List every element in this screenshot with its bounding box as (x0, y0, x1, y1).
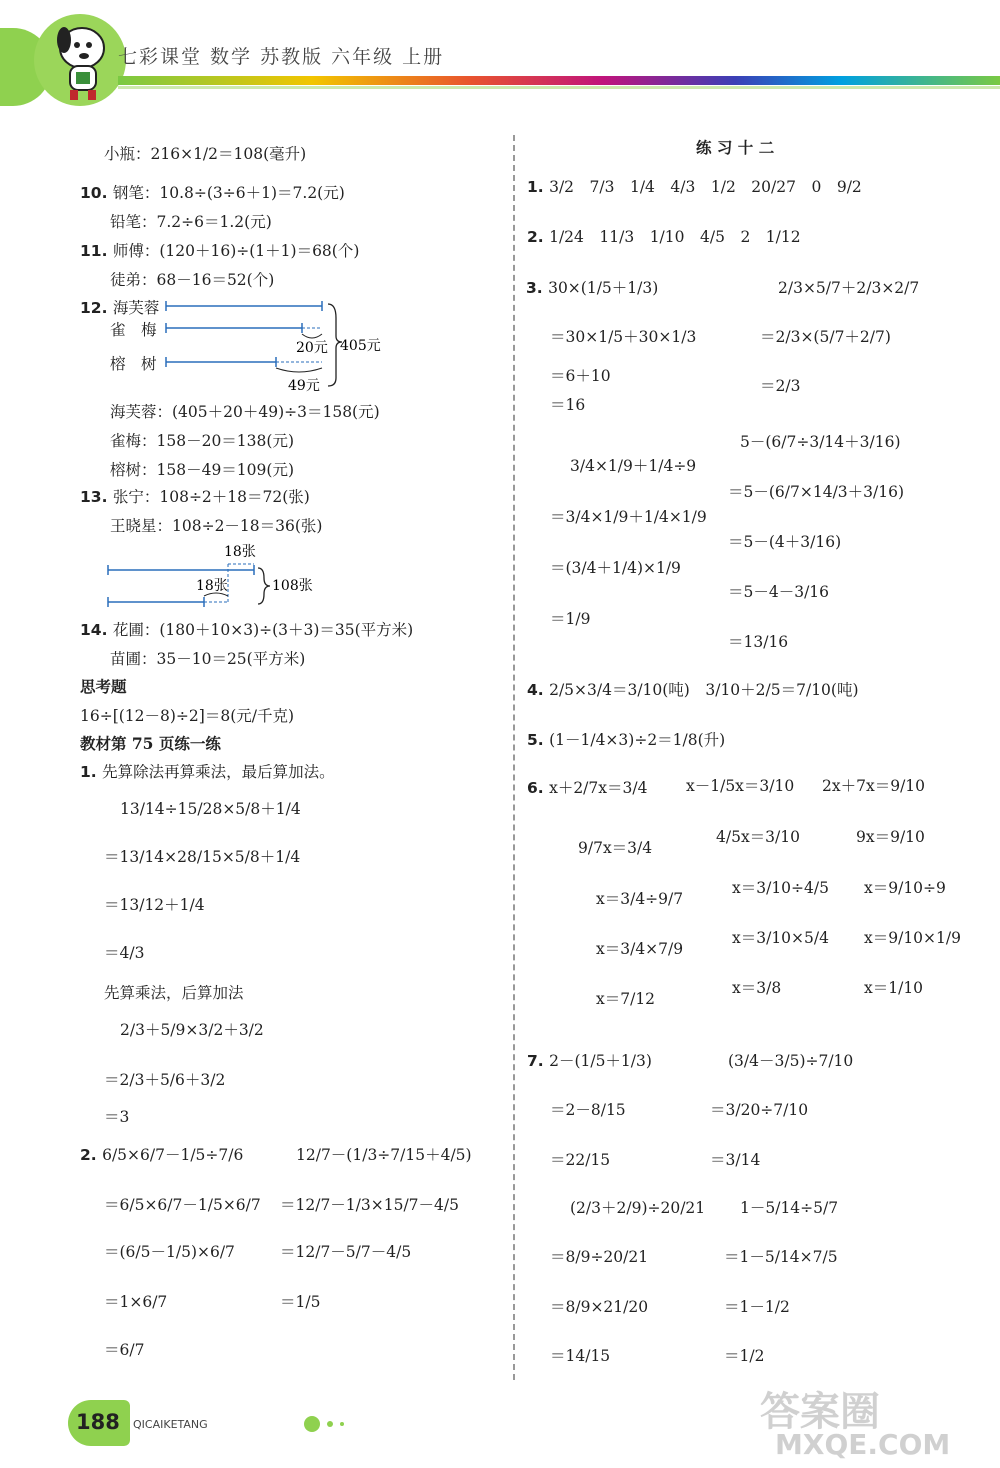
problem-number: 2. (527, 228, 550, 246)
text-line (724, 1295, 790, 1317)
line-text: ＝3 (104, 1108, 130, 1126)
diagram13-diff-bottom: 18张 (196, 578, 228, 594)
text-line (732, 876, 829, 898)
text-line (710, 1148, 760, 1170)
problem-number: 1. (80, 763, 103, 781)
line-text: 海芙蓉 (112, 299, 160, 317)
line-text: ＝2－8/15 (550, 1101, 626, 1119)
text-line (716, 825, 800, 847)
line-text: 师傅：(120＋16)÷(1＋1)＝68(个) (112, 242, 360, 260)
diagram-problem-12 (160, 298, 400, 398)
line-text: ＝1/9 (550, 610, 591, 628)
problem-number: 3. (526, 279, 549, 297)
line-text: x＝9/10×1/9 (864, 929, 961, 947)
line-text: 苗圃：35－10＝25(平方米) (110, 650, 306, 668)
page-number: 188 (76, 1410, 120, 1434)
line-text: 13/14÷15/28×5/8＋1/4 (120, 800, 301, 818)
text-line (728, 480, 904, 502)
text-line (527, 728, 725, 750)
line-text: ＝5－(4＋3/16) (728, 533, 842, 551)
text-line (728, 580, 829, 602)
line-text: 小瓶：216×1/2＝108(毫升) (104, 145, 307, 163)
text-line (728, 1049, 853, 1071)
diagram-problem-13 (104, 540, 344, 614)
line-text: x＝3/10×5/4 (732, 929, 829, 947)
line-text: x＝3/4×7/9 (596, 940, 684, 958)
line-text: 雀 梅 (110, 321, 157, 339)
line-text: x＝9/10÷9 (864, 879, 946, 897)
line-text: ＝2/3 (760, 377, 801, 395)
text-line (527, 225, 801, 247)
line-text: 12/7－(1/3÷7/15＋4/5) (296, 1146, 472, 1164)
text-line (527, 1049, 652, 1071)
line-text: 2/3＋5/9×3/2＋3/2 (120, 1021, 264, 1039)
decorative-dots-icon (302, 1414, 362, 1434)
text-line (864, 976, 923, 998)
text-line (760, 374, 800, 396)
text-line (696, 136, 774, 158)
line-text: 16÷[(12－8)÷2]＝8(元/千克) (80, 707, 295, 725)
text-line (550, 607, 590, 629)
footer-brand: QICAIKETANG (133, 1418, 208, 1431)
text-line (724, 1344, 764, 1366)
text-line (527, 678, 859, 700)
text-line (570, 1196, 705, 1218)
line-text: ＝1/5 (280, 1293, 321, 1311)
problem-number: 4. (527, 681, 550, 699)
line-text: ＝4/3 (104, 944, 145, 962)
text-line (526, 276, 658, 298)
problem-number: 14. (80, 621, 113, 639)
problem-number: 1. (527, 178, 550, 196)
line-text: 1/24 11/3 1/10 4/5 2 1/12 (549, 228, 801, 246)
text-line (864, 926, 961, 948)
text-line (550, 1245, 648, 1267)
problem-number: 6. (527, 779, 550, 797)
line-text: 海芙蓉：(405＋20＋49)÷3＝158(元) (110, 403, 380, 421)
line-text: ＝(3/4＋1/4)×1/9 (550, 559, 681, 577)
line-text: ＝3/14 (710, 1151, 761, 1169)
line-text: 9/7x＝3/4 (578, 839, 653, 857)
page-number-badge (68, 1400, 130, 1446)
line-text: 花圃：(180＋10×3)÷(3＋3)＝35(平方米) (112, 621, 414, 639)
text-line (527, 175, 862, 197)
text-line (778, 276, 919, 298)
text-line (550, 364, 611, 386)
line-text: ＝13/16 (728, 633, 789, 651)
series-title: 七彩课堂 数学 苏教版 六年级 上册 (118, 46, 445, 68)
text-line (527, 776, 647, 798)
line-text: ＝13/12＋1/4 (104, 896, 205, 914)
text-line (740, 1196, 838, 1218)
line-text: 4/5x＝3/10 (716, 828, 800, 846)
text-line (596, 887, 683, 909)
line-text: 2/3×5/7＋2/3×2/7 (778, 279, 920, 297)
text-line (550, 1098, 626, 1120)
line-text: ＝6＋10 (550, 367, 611, 385)
line-text: 先算乘法，后算加法 (104, 984, 244, 1002)
line-text: ＝(6/5－1/5)×6/7 (104, 1243, 235, 1261)
line-text: ＝1－1/2 (724, 1298, 790, 1316)
line-text: x－1/5x＝3/10 (686, 777, 795, 795)
line-text: 教材第 75 页练一练 (80, 734, 221, 753)
text-line (732, 926, 829, 948)
text-line (724, 1245, 838, 1267)
text-line (550, 556, 681, 578)
line-text: 3/2 7/3 1/4 4/3 1/2 20/27 0 9/2 (549, 178, 862, 196)
text-line (550, 393, 585, 415)
line-text: ＝1×6/7 (104, 1293, 168, 1311)
text-line (760, 325, 891, 347)
line-text: 2－(1/5＋1/3) (549, 1052, 652, 1070)
line-text: ＝6/7 (104, 1341, 145, 1359)
line-text: 3/4×1/9＋1/4÷9 (570, 457, 697, 475)
problem-number: 2. (80, 1146, 103, 1164)
text-line (550, 1295, 648, 1317)
line-text: x＝3/4÷9/7 (596, 890, 684, 908)
line-text: ＝12/7－5/7－4/5 (280, 1243, 412, 1261)
line-text: 30×(1/5＋1/3) (548, 279, 659, 297)
line-text: x＝3/10÷4/5 (732, 879, 829, 897)
line-text: 先算除法再算乘法，最后算加法。 (102, 763, 335, 781)
line-text: 2x＋7x＝9/10 (822, 777, 926, 795)
line-text: 榕树：158－49＝109(元) (110, 461, 294, 479)
line-text: ＝5－(6/7×14/3＋3/16) (728, 483, 905, 501)
line-text: ＝1－5/14×7/5 (724, 1248, 838, 1266)
diagram13-total: 108张 (272, 578, 313, 594)
line-text: 雀梅：158－20＝138(元) (110, 432, 294, 450)
line-text: 2/5×3/4＝3/10(吨) 3/10＋2/5＝7/10(吨) (549, 681, 859, 699)
line-text: ＝13/14×28/15×5/8＋1/4 (104, 848, 301, 866)
text-line (570, 454, 696, 476)
text-line (856, 825, 925, 847)
line-text: ＝8/9÷20/21 (550, 1248, 649, 1266)
problem-number: 13. (80, 488, 113, 506)
line-text: x＝1/10 (864, 979, 924, 997)
text-line (550, 505, 707, 527)
text-line (822, 774, 925, 796)
line-text: 榕 树 (110, 355, 157, 373)
line-text: ＝3/4×1/9＋1/4×1/9 (550, 508, 707, 526)
text-line (728, 630, 788, 652)
diagram12-diff2: 49元 (288, 378, 320, 394)
diagram13-diff-top: 18张 (224, 544, 256, 560)
line-text: (1－1/4×3)÷2＝1/8(升) (549, 731, 726, 749)
text-line (728, 530, 841, 552)
line-text: 6/5×6/7－1/5÷7/6 (102, 1146, 244, 1164)
line-text: 1－5/14÷5/7 (740, 1199, 839, 1217)
line-text: 练 习 十 二 (696, 138, 775, 157)
watermark-url: MXQE.COM (775, 1428, 951, 1461)
text-line (550, 325, 696, 347)
line-text: ＝30×1/5＋30×1/3 (550, 328, 697, 346)
diagram12-diff1: 20元 (296, 340, 328, 356)
problem-number: 5. (527, 731, 550, 749)
text-line (732, 976, 781, 998)
line-text: ＝16 (550, 396, 586, 414)
line-text: ＝12/7－1/3×15/7－4/5 (280, 1196, 459, 1214)
line-text: ＝3/20÷7/10 (710, 1101, 809, 1119)
text-line (550, 1344, 610, 1366)
text-line (864, 876, 946, 898)
text-line (578, 836, 652, 858)
line-text: ＝2/3×(5/7＋2/7) (760, 328, 891, 346)
line-text: ＝14/15 (550, 1347, 611, 1365)
line-text: ＝2/3＋5/6＋3/2 (104, 1071, 226, 1089)
line-text: 张宁：108÷2＋18＝72(张) (112, 488, 310, 506)
line-text: 徒弟：68－16＝52(个) (110, 271, 275, 289)
line-text: 王晓星：108÷2－18＝36(张) (110, 517, 323, 535)
line-text: ＝6/5×6/7－1/5×6/7 (104, 1196, 261, 1214)
line-text: 5－(6/7÷3/14＋3/16) (740, 433, 901, 451)
line-text: (3/4－3/5)÷7/10 (728, 1052, 854, 1070)
text-line (596, 937, 683, 959)
line-text: (2/3＋2/9)÷20/21 (570, 1199, 706, 1217)
problem-number: 11. (80, 242, 113, 260)
problem-number: 12. (80, 299, 113, 317)
line-text: ＝22/15 (550, 1151, 611, 1169)
line-text: x＋2/7x＝3/4 (549, 779, 648, 797)
text-line (740, 430, 901, 452)
text-line (710, 1098, 808, 1120)
watermark-logo: 答案圈 (760, 1389, 880, 1435)
line-text: ＝1/2 (724, 1347, 765, 1365)
line-text: x＝7/12 (596, 990, 656, 1008)
problem-number: 7. (527, 1052, 550, 1070)
line-text: ＝5－4－3/16 (728, 583, 830, 601)
line-text: 思考题 (80, 677, 127, 696)
line-text: 钢笔：10.8÷(3÷6＋1)＝7.2(元) (112, 184, 345, 202)
diagram12-total: 405元 (340, 338, 381, 354)
problem-number: 10. (80, 184, 113, 202)
text-line (550, 1148, 610, 1170)
text-line (686, 774, 794, 796)
line-text: x＝3/8 (732, 979, 782, 997)
text-line (596, 987, 655, 1009)
line-text: 9x＝9/10 (856, 828, 925, 846)
line-text: ＝8/9×21/20 (550, 1298, 649, 1316)
line-text: 铅笔：7.2÷6＝1.2(元) (110, 213, 272, 231)
